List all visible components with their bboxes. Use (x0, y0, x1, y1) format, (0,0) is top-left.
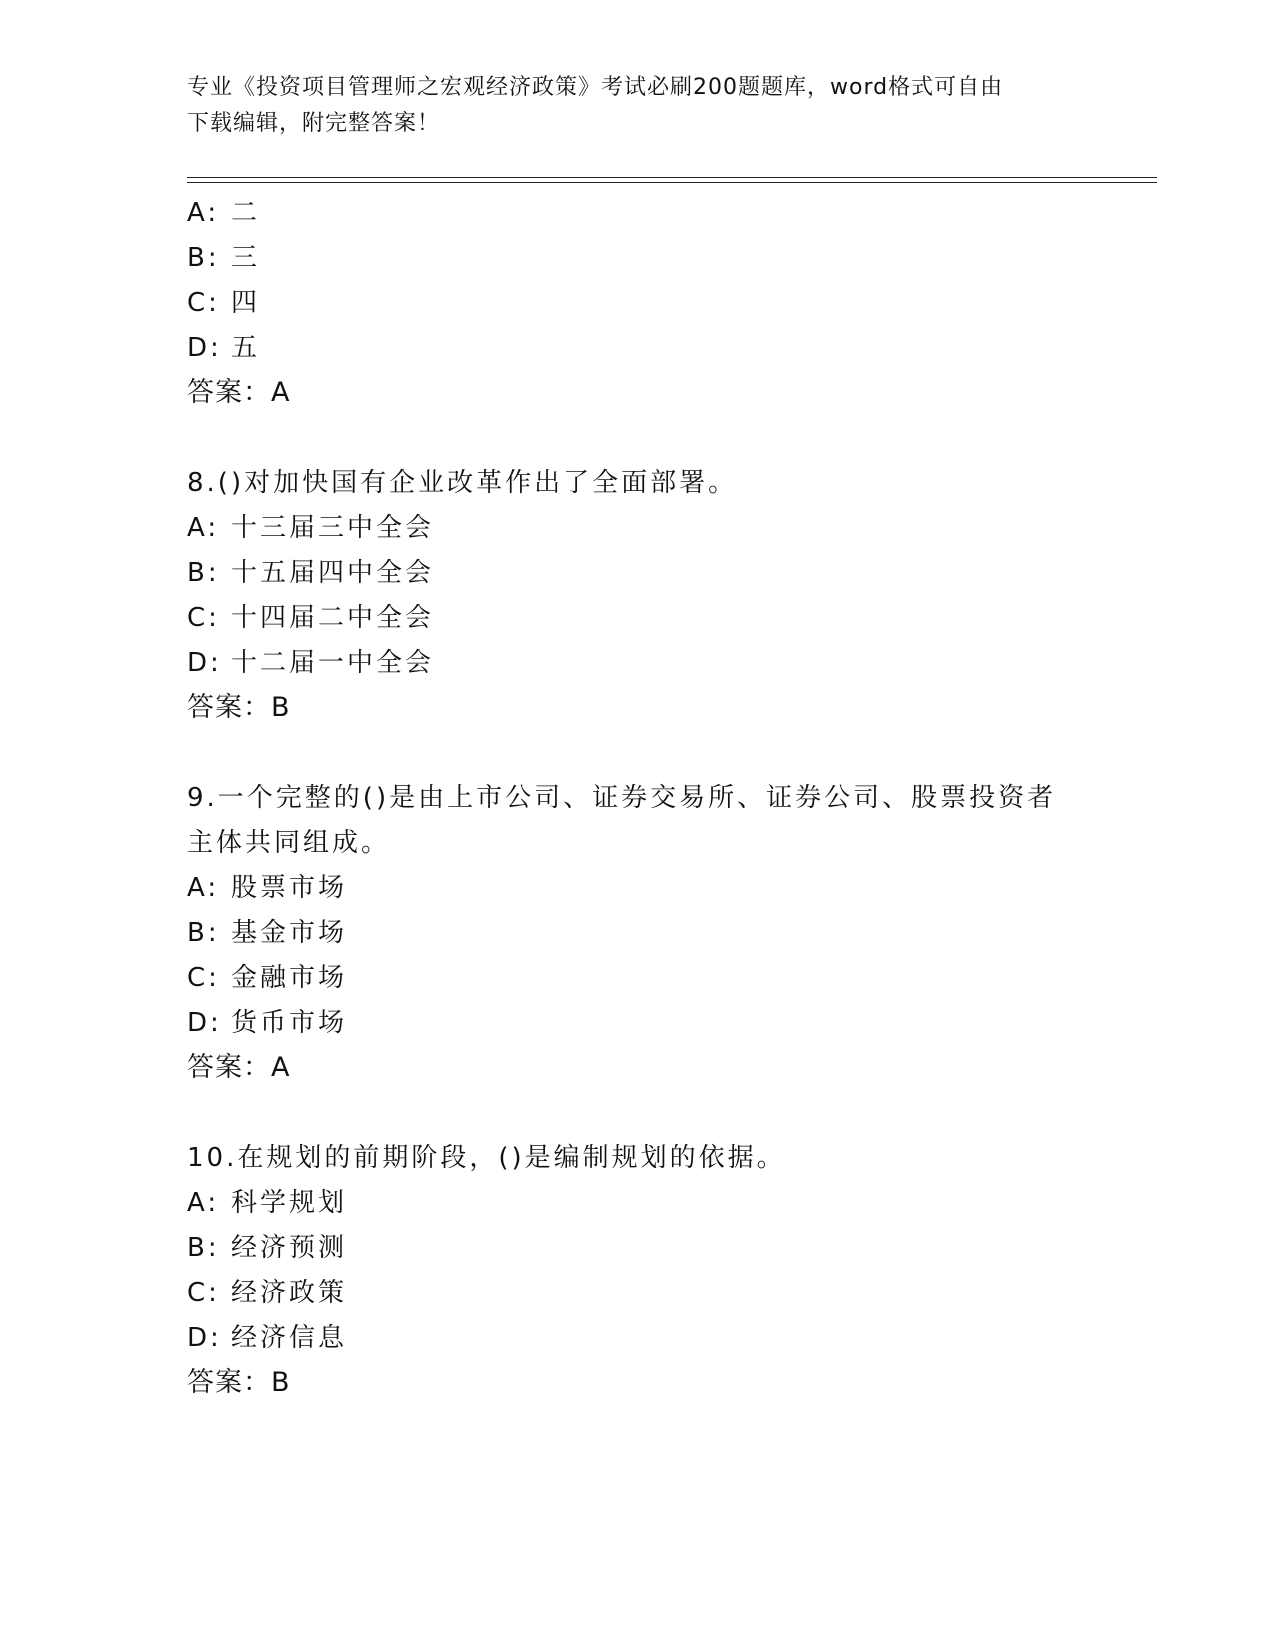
answer: 答案：B (187, 1367, 291, 1398)
header-line-2: 下载编辑，附完整答案！ (187, 111, 441, 136)
answer: 答案：B (187, 692, 291, 723)
option-a: A: 二 (187, 198, 261, 228)
option-c: C: 十四届二中全会 (187, 603, 435, 633)
option-d: D: 五 (187, 333, 261, 363)
header-rule-top (187, 177, 1157, 178)
document-header (187, 70, 1067, 142)
question-stem: 10.在规划的前期阶段，()是编制规划的依据。 (187, 1143, 786, 1173)
option-d: D: 经济信息 (187, 1323, 348, 1353)
question-stem: 8.()对加快国有企业改革作出了全面部署。 (187, 468, 738, 498)
option-a: A: 科学规划 (187, 1188, 348, 1218)
option-a: A: 股票市场 (187, 873, 348, 903)
option-d: D: 货币市场 (187, 1008, 348, 1038)
header-line-1: 专业《投资项目管理师之宏观经济政策》考试必刷200题题库，word格式可自由 (187, 75, 1004, 100)
option-c: C: 经济政策 (187, 1278, 348, 1308)
question-stem-continued: 主体共同组成。 (187, 828, 391, 858)
option-b: B: 基金市场 (187, 918, 348, 948)
option-b: B: 十五届四中全会 (187, 558, 435, 588)
option-b: B: 经济预测 (187, 1233, 348, 1263)
answer: 答案：A (187, 377, 291, 408)
option-b: B: 三 (187, 243, 261, 273)
header-rule-bottom (187, 182, 1157, 183)
option-a: A: 十三届三中全会 (187, 513, 435, 543)
question-stem: 9.一个完整的()是由上市公司、证券交易所、证券公司、股票投资者 (187, 783, 1057, 813)
answer: 答案：A (187, 1052, 291, 1083)
option-c: C: 四 (187, 288, 261, 318)
option-d: D: 十二届一中全会 (187, 648, 435, 678)
option-c: C: 金融市场 (187, 963, 348, 993)
